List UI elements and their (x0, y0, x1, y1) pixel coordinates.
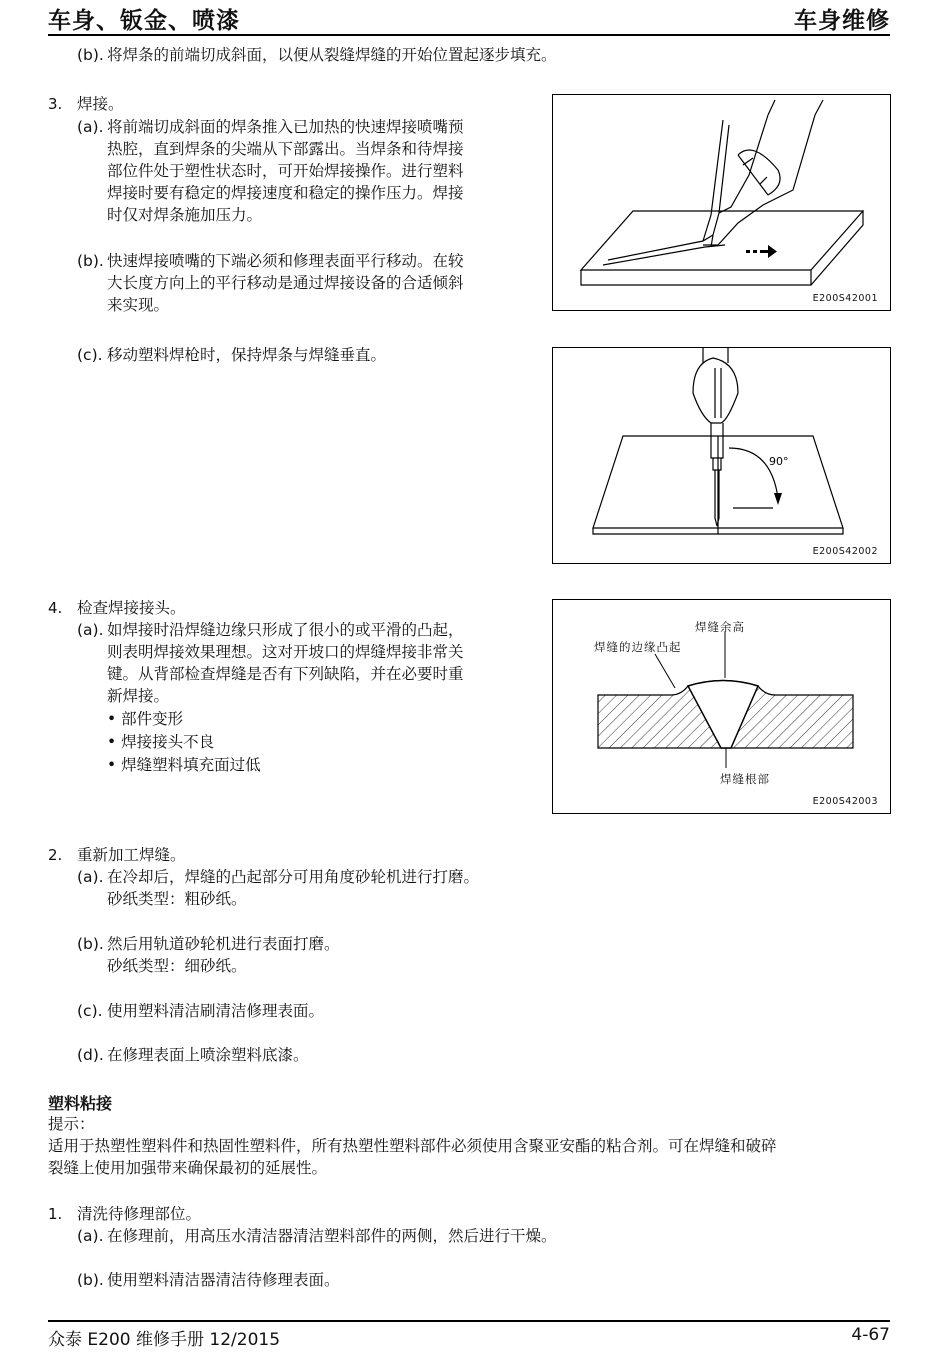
defect-item: • 部件变形 (107, 710, 184, 728)
hint-label: 提示： (48, 1115, 95, 1133)
step3-b-line: 大长度方向上的平行移动是通过焊接设备的合适倾斜 (107, 274, 464, 292)
bonding-step1-b-text: 使用塑料清洁器清洁待修理表面。 (107, 1271, 340, 1289)
step3-b-label: (b). (77, 252, 104, 270)
manual-title: 众泰 E200 维修手册 12/2015 (48, 1330, 281, 1350)
rework-b-label: (b). (77, 935, 104, 953)
section-title: 车身维修 (794, 8, 890, 34)
bonding-step1-title: 清洗待修理部位。 (77, 1205, 202, 1223)
bonding-step1-a-text: 在修理前，用高压水清洁器清洁塑料部件的两侧，然后进行干燥。 (107, 1227, 557, 1245)
rework-a-text: 在冷却后，焊缝的凸起部分可用角度砂轮机进行打磨。 (107, 868, 480, 886)
rework-a-sandpaper: 砂纸类型：粗砂纸。 (107, 890, 247, 908)
bonding-section-title: 塑料粘接 (48, 1094, 113, 1113)
rework-d-label: (d). (77, 1046, 104, 1064)
welding-nozzle-illustration (553, 95, 890, 310)
rework-d-text: 在修理表面上喷涂塑料底漆。 (107, 1046, 309, 1064)
step3-a-line: 时仅对焊条施加压力。 (107, 206, 263, 224)
step4-a-line: 则表明焊接效果理想。这对开坡口的焊缝焊接非常关 (107, 643, 464, 661)
angle-label: 90° (769, 455, 789, 468)
rework-b-text: 然后用轨道砂轮机进行表面打磨。 (107, 935, 340, 953)
defect-item: • 焊接接头不良 (107, 733, 215, 751)
bonding-step1-number: 1. (48, 1205, 63, 1223)
rework-c-label: (c). (77, 1002, 103, 1020)
figure-code: E200S42001 (812, 293, 878, 304)
rework-a-label: (a). (77, 868, 104, 886)
perpendicular-welding-illustration (553, 348, 890, 563)
page-header (48, 0, 890, 36)
step3-c-label: (c). (77, 346, 103, 364)
step3-c-text: 移动塑料焊枪时，保持焊条与焊缝垂直。 (107, 346, 387, 364)
step3-a-line: 焊接时要有稳定的焊接速度和稳定的操作压力。焊接 (107, 184, 464, 202)
step3-a-label: (a). (77, 118, 104, 136)
step3-a-line: 部位件处于塑性状态时，可开始焊接操作。进行塑料 (107, 162, 464, 180)
step3-a-line: 将前端切成斜面的焊条推入已加热的快速焊接喷嘴预 (107, 118, 464, 136)
step-prev-b-label: (b). (77, 46, 104, 64)
rework-b-sandpaper: 砂纸类型：细砂纸。 (107, 957, 247, 975)
step4-a-label: (a). (77, 621, 104, 639)
weld-reinforcement-label: 焊缝余高 (695, 620, 745, 634)
step3-b-line: 来实现。 (107, 296, 170, 314)
figure-code: E200S42003 (812, 796, 878, 807)
hint-line: 适用于热塑性塑料件和热固性塑料件，所有热塑性塑料部件必须使用含聚亚安酯的粘合剂。可在焊缝和破碎 (48, 1137, 777, 1155)
step4-number: 4. (48, 599, 63, 617)
figure-weld-cross-section (552, 599, 891, 814)
hint-line: 裂缝上使用加强带来确保最初的延展性。 (48, 1159, 328, 1177)
step4-a-line: 键。从背部检查焊缝是否有下列缺陷，并在必要时重 (107, 665, 464, 683)
step4-title: 检查焊接接头。 (77, 599, 186, 617)
step4-a-line: 如焊接时沿焊缝边缘只形成了很小的或平滑的凸起， (107, 621, 464, 639)
bonding-step1-b-label: (b). (77, 1271, 104, 1289)
weld-edge-bulge-label: 焊缝的边缘凸起 (594, 640, 682, 654)
figure-welding-perpendicular (552, 347, 891, 564)
rework-step-number: 2. (48, 846, 63, 864)
step3-number: 3. (48, 95, 63, 113)
step3-a-line: 热腔，直到焊条的尖端从下部露出。当焊条和待焊接 (107, 140, 464, 158)
chapter-title: 车身、钣金、喷漆 (48, 8, 240, 34)
bonding-step1-a-label: (a). (77, 1227, 104, 1245)
page-footer (48, 1320, 890, 1352)
rework-step-title: 重新加工焊缝。 (77, 846, 186, 864)
weld-root-label: 焊缝根部 (720, 772, 770, 786)
rework-c-text: 使用塑料清洁刷清洁修理表面。 (107, 1002, 325, 1020)
defect-item: • 焊缝塑料填充面过低 (107, 756, 261, 774)
figure-code: E200S42002 (812, 546, 878, 557)
step-prev-b-text: 将焊条的前端切成斜面，以便从裂缝焊缝的开始位置起逐步填充。 (107, 46, 557, 64)
figure-welding-nozzle-parallel (552, 94, 891, 311)
step3-title: 焊接。 (77, 95, 124, 113)
page-number: 4-67 (851, 1325, 890, 1345)
step3-b-line: 快速焊接喷嘴的下端必须和修理表面平行移动。在较 (107, 252, 464, 270)
step4-a-line: 新焊接。 (107, 687, 170, 705)
